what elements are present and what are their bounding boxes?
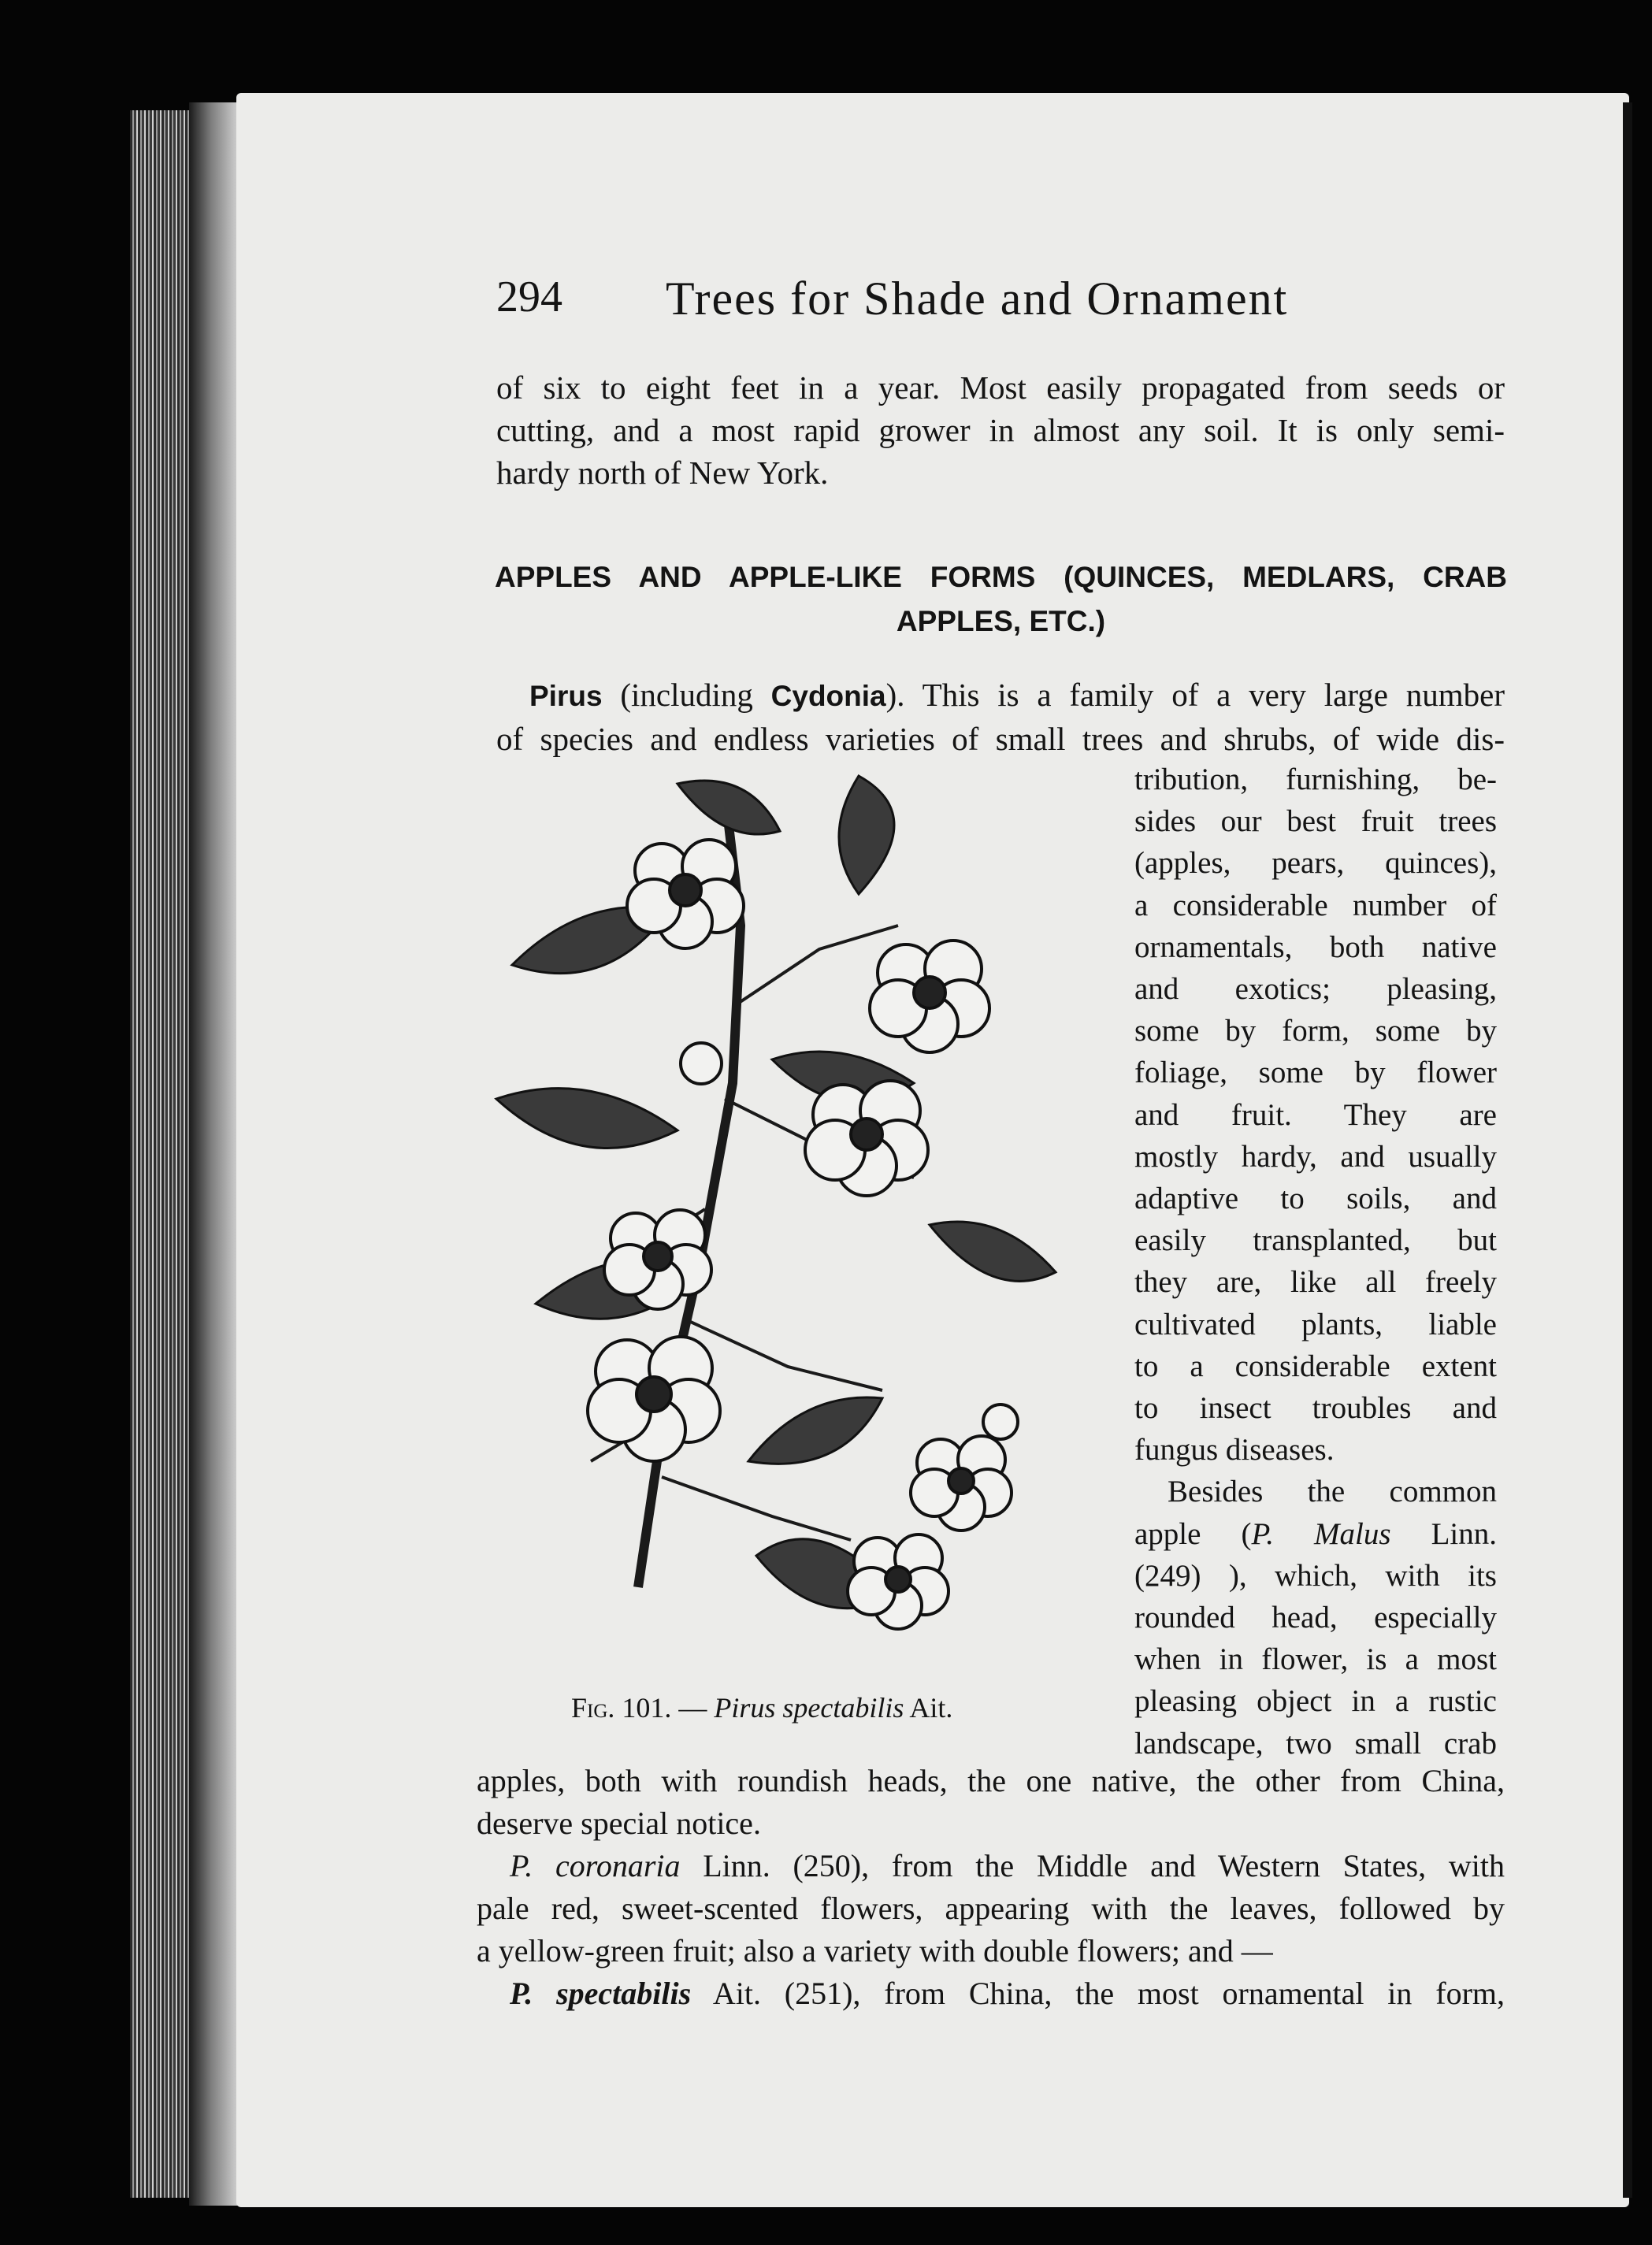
figure-caption	[571, 1691, 952, 1724]
species-name: P. Malus	[1251, 1516, 1391, 1551]
running-title: Trees for Shade and Ornament	[666, 273, 1289, 325]
flower	[848, 1534, 949, 1629]
text-line: and fruit. They are	[1134, 1097, 1497, 1132]
figure-species: Pirus spectabilis	[714, 1692, 904, 1724]
text-line: fungus diseases.	[1134, 1433, 1335, 1468]
bottom-text	[477, 1760, 1505, 2015]
text-line	[477, 1972, 1505, 2015]
page-number: 294	[496, 273, 562, 321]
flower	[604, 1210, 711, 1309]
text-span: Ait. (251), from China, the most ornamental in form,	[691, 1976, 1505, 2011]
text-line: to insect troubles and	[1134, 1391, 1497, 1426]
twig	[662, 1477, 851, 1540]
genus-pirus: Pirus	[529, 680, 603, 712]
text-line: sides our best fruit trees	[1134, 804, 1497, 839]
text-line	[477, 1845, 1505, 1887]
text-span: (including	[602, 677, 771, 713]
text-line: easily transplanted, but	[1134, 1223, 1497, 1258]
text-line: pale red, sweet-scented flowers, appearing with the leaves, followed by	[477, 1891, 1505, 1926]
pirus-intro	[496, 674, 1505, 760]
leaf	[678, 781, 780, 834]
text-span: ). This is a family of a very large number	[885, 677, 1505, 713]
text-line: cultivated plants, liable	[1134, 1307, 1497, 1341]
heading-line: APPLES AND APPLE-LIKE FORMS (QUINCES, MEDLARS, CRAB	[495, 561, 1507, 593]
text-line: some by form, some by	[1134, 1014, 1497, 1048]
text-line: to a considerable extent	[1134, 1349, 1497, 1383]
text-line: they are, like all freely	[1134, 1265, 1497, 1300]
text-line: adaptive to soils, and	[1134, 1182, 1497, 1216]
text-line: of species and endless varieties of small trees and shrubs, of wide dis-	[496, 721, 1505, 757]
flower-bud	[983, 1405, 1018, 1439]
text-span: Linn.	[1390, 1516, 1497, 1551]
species-name: P. coronaria	[510, 1848, 681, 1883]
flower-bud	[681, 1043, 722, 1084]
leaf	[839, 776, 894, 894]
text-line: cutting, and a most rapid grower in almost any soil. It is only semi-	[496, 412, 1505, 448]
text-line: ornamentals, both native	[1134, 930, 1497, 964]
flower	[805, 1081, 928, 1196]
text-line: hardy north of New York.	[496, 455, 829, 491]
text-line: deserve special notice.	[477, 1805, 761, 1841]
text-line: tribution, furnishing, be-	[1134, 763, 1497, 796]
heading-line: APPLES, ETC.)	[896, 605, 1106, 637]
page-gutter-right	[1623, 102, 1632, 2198]
text-line: foliage, some by flower	[1134, 1056, 1497, 1090]
section-heading	[495, 555, 1507, 644]
text-line: pleasing object in a rustic	[1134, 1684, 1497, 1719]
text-line: rounded head, especially	[1134, 1601, 1497, 1635]
text-line: (apples, pears, quinces),	[1134, 846, 1497, 881]
text-line: when in flower, is a most	[1134, 1642, 1497, 1677]
figure-label: Fig. 101. —	[571, 1692, 715, 1724]
text-line	[1134, 1513, 1497, 1555]
leaf	[930, 1222, 1056, 1281]
text-line: of six to eight feet in a year. Most easily propagated from seeds or	[496, 369, 1505, 406]
continued-paragraph	[496, 366, 1505, 494]
flower	[870, 941, 989, 1052]
text-line: landscape, two small crab	[1134, 1726, 1497, 1761]
text-line: a yellow-green fruit; also a variety with double flowers; and —	[477, 1933, 1273, 1969]
text-span: Besides the common	[1168, 1475, 1497, 1509]
leaf	[748, 1397, 882, 1464]
twig	[685, 1319, 882, 1390]
pirus-spectabilis-illustration	[488, 768, 1119, 1654]
text-line: apples, both with roundish heads, the one native, the other from China,	[477, 1763, 1505, 1798]
flower	[588, 1337, 720, 1461]
flower	[627, 840, 744, 948]
figure-authority: Ait.	[904, 1692, 953, 1724]
species-name: P. spectabilis	[510, 1976, 692, 2011]
text-span: apple (	[1134, 1516, 1252, 1551]
text-span: Linn. (250), from the Middle and Western States, with	[680, 1848, 1505, 1883]
text-line: and exotics; pleasing,	[1134, 972, 1497, 1007]
text-line	[496, 674, 1505, 718]
text-line: a considerable number of	[1134, 888, 1497, 922]
side-column	[1134, 759, 1497, 1764]
flower	[911, 1436, 1012, 1531]
leaf	[496, 1089, 678, 1148]
text-line: mostly hardy, and usually	[1134, 1139, 1497, 1174]
genus-cydonia: Cydonia	[770, 680, 886, 712]
text-line	[1134, 1471, 1497, 1512]
text-line: (249) ), which, with its	[1134, 1558, 1497, 1593]
